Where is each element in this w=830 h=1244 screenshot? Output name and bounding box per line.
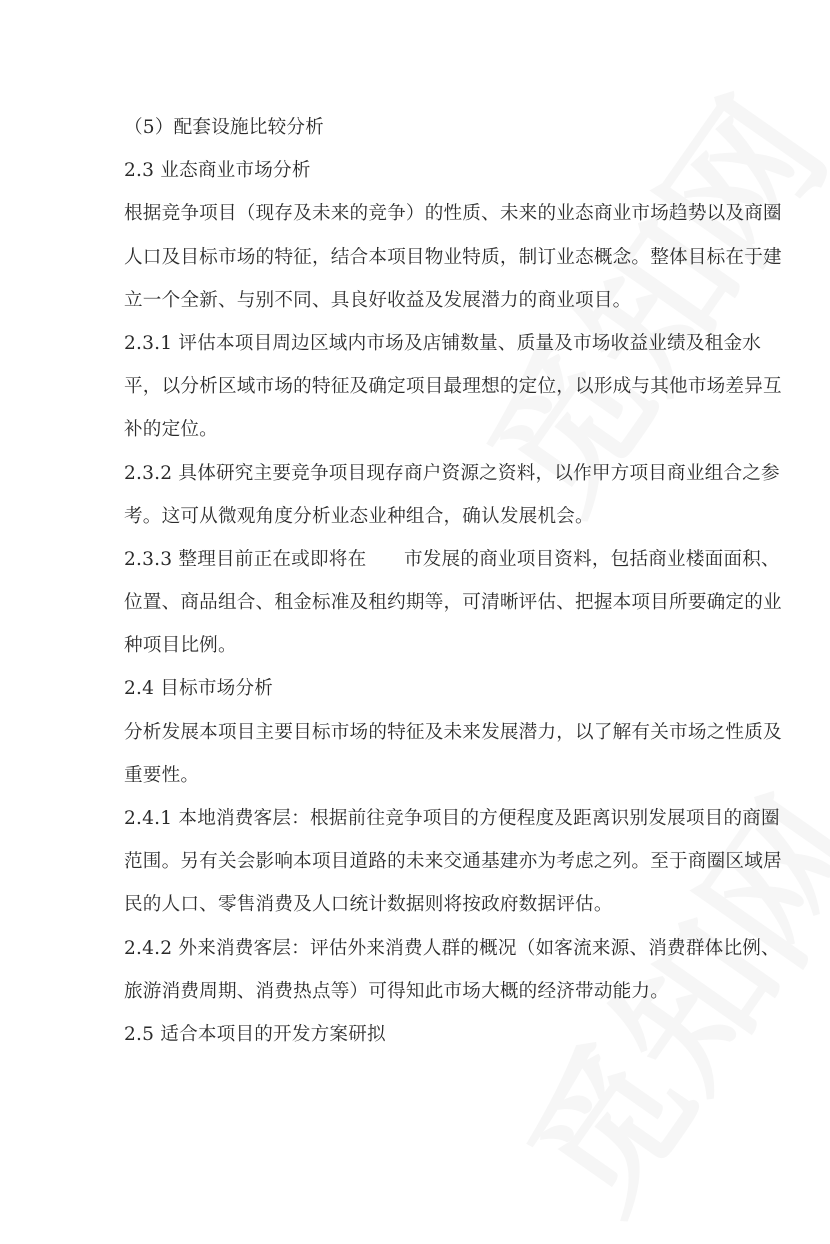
text-line: 人口及目标市场的特征，结合本项目物业特质，制订业态概念。整体目标在于建 bbox=[124, 246, 782, 268]
section-heading bbox=[124, 149, 714, 192]
section-heading bbox=[124, 106, 714, 149]
text-line: 考。这可从微观角度分析业态业种组合，确认发展机会。 bbox=[124, 505, 594, 527]
text-line: 旅游消费周期、消费热点等）可得知此市场大概的经济带动能力。 bbox=[124, 980, 670, 1002]
paragraph bbox=[124, 538, 782, 668]
paragraph bbox=[124, 452, 780, 538]
text-line: 位置、商品组合、租金标准及租约期等，可清晰评估、把握本项目所要确定的业 bbox=[124, 592, 782, 614]
text-line: 2.3 业态商业市场分析 bbox=[124, 160, 311, 182]
text-line: 2.5 适合本项目的开发方案研拟 bbox=[124, 1023, 386, 1045]
paragraph bbox=[124, 927, 780, 1013]
text-line: 种项目比例。 bbox=[124, 635, 237, 657]
document-page bbox=[124, 106, 782, 1056]
text-line: 重要性。 bbox=[124, 764, 200, 786]
text-line: 2.4.1 本地消费客层：根据前往竞争项目的方便程度及距离识别发展项目的商圈 bbox=[124, 808, 780, 829]
text-line: 补的定位。 bbox=[124, 419, 218, 441]
section-heading bbox=[124, 1013, 714, 1056]
text-line: 范围。另有关会影响本项目道路的未来交通基建亦为考虑之列。至于商圈区域居 bbox=[124, 851, 782, 873]
text-line: 2.4.2 外来消费客层：评估外来消费人群的概况（如客流来源、消费群体比例、 bbox=[124, 937, 780, 959]
text-line: 民的人口、零售消费及人口统计数据则将按政府数据评估。 bbox=[124, 894, 613, 916]
paragraph bbox=[124, 711, 782, 797]
text-line: 平，以分析区域市场的特征及确定项目最理想的定位，以形成与其他市场差异互 bbox=[124, 376, 782, 398]
paragraph bbox=[124, 322, 782, 452]
paragraph bbox=[124, 797, 782, 927]
text-line: 2.3.3 整理目前正在或即将在 市发展的商业项目资料，包括商业楼面面积、 bbox=[124, 548, 780, 570]
text-line: 2.4 目标市场分析 bbox=[124, 678, 274, 700]
text-line: 根据竞争项目（现存及未来的竞争）的性质、未来的业态商业市场趋势以及商圈 bbox=[124, 203, 782, 225]
text-line: 立一个全新、与别不同、具良好收益及发展潜力的商业项目。 bbox=[124, 289, 632, 311]
text-line: 2.3.2 具体研究主要竞争项目现存商户资源之资料，以作甲方项目商业组合之参 bbox=[124, 462, 780, 484]
text-line: 分析发展本项目主要目标市场的特征及未来发展潜力，以了解有关市场之性质及 bbox=[124, 721, 782, 743]
paragraph bbox=[124, 192, 782, 322]
text-line: （5）配套设施比较分析 bbox=[124, 117, 324, 138]
section-heading bbox=[124, 667, 714, 710]
text-line: 2.3.1 评估本项目周边区域内市场及店铺数量、质量及市场收益业绩及租金水 bbox=[124, 332, 762, 354]
